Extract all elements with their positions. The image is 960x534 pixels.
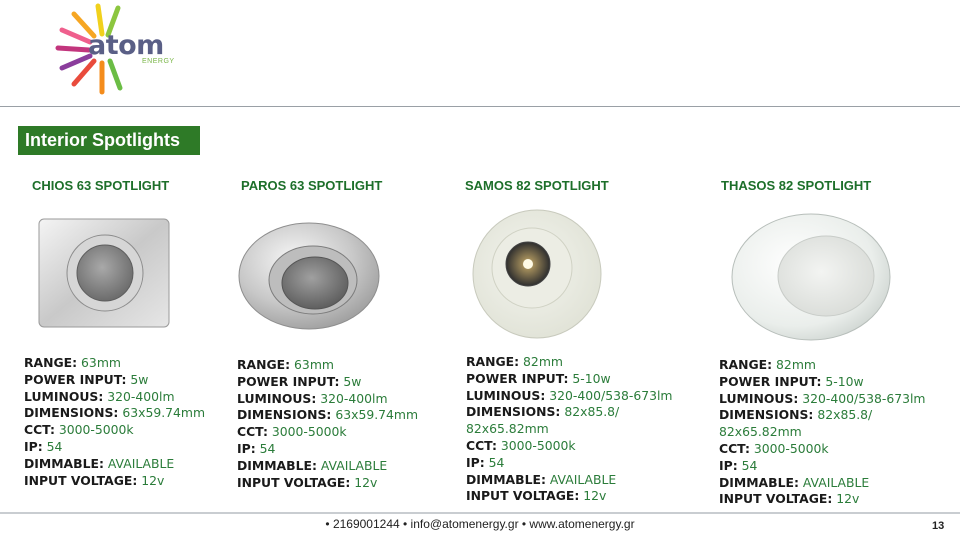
spec-row-power: POWER INPUT: 5w [24, 371, 149, 387]
spec-row-range: RANGE: 82mm [719, 357, 816, 372]
spec-row-voltage: INPUT VOLTAGE: 12v [719, 491, 860, 507]
spec-row-voltage: INPUT VOLTAGE: 12v [237, 474, 378, 490]
section-title: Interior Spotlights [18, 126, 200, 155]
spec-row-ip: IP: 54 [466, 454, 505, 470]
product-title-paros: PAROS 63 SPOTLIGHT [241, 178, 383, 193]
spec-row-dimmable: DIMMABLE: AVAILABLE [466, 471, 617, 487]
spec-row-dimensions: DIMENSIONS: 63x59.74mm [237, 407, 419, 423]
spec-block-chios [24, 355, 205, 489]
product-title-chios: CHIOS 63 SPOTLIGHT [32, 178, 170, 193]
thasos-spotlight-image [730, 212, 892, 342]
spec-row-voltage: INPUT VOLTAGE: 12v [24, 472, 165, 488]
brand-name: atom [88, 30, 164, 61]
spec-block-thasos [719, 357, 926, 508]
spec-row-ip: IP: 54 [24, 438, 63, 454]
samos-spotlight-image [470, 208, 604, 340]
spec-row-luminous: LUMINOUS: 320-400lm [237, 390, 388, 406]
spec-block-paros [237, 357, 418, 491]
paros-spotlight-image [237, 221, 381, 331]
product-title-samos: SAMOS 82 SPOTLIGHT [465, 178, 609, 193]
spec-row-luminous: LUMINOUS: 320-400lm [24, 388, 175, 404]
spec-row-dimmable: DIMMABLE: AVAILABLE [237, 457, 388, 473]
spec-row-luminous: LUMINOUS: 320-400/538-673lm [466, 387, 673, 403]
footer-divider [0, 512, 960, 514]
spec-row-cct: CCT: 3000-5000k [719, 440, 829, 456]
spec-row-range: RANGE: 63mm [24, 355, 121, 370]
footer-contact: • 2169001244 • info@atomenergy.gr • www.atomenergy.gr [325, 517, 635, 531]
spec-block-samos [466, 354, 673, 505]
brand-sub: ENERGY [142, 58, 175, 65]
spec-row-ip: IP: 54 [719, 457, 758, 473]
spec-row-dimensions: DIMENSIONS: 82x85.8/ 82x65.82mm [466, 404, 620, 437]
page-number: 13 [932, 520, 945, 532]
page-header [0, 0, 960, 106]
spec-row-power: POWER INPUT: 5-10w [466, 370, 611, 386]
spec-row-luminous: LUMINOUS: 320-400/538-673lm [719, 390, 926, 406]
spec-row-dimmable: DIMMABLE: AVAILABLE [719, 474, 870, 490]
spec-row-dimmable: DIMMABLE: AVAILABLE [24, 455, 175, 471]
spec-row-power: POWER INPUT: 5w [237, 373, 362, 389]
spec-row-voltage: INPUT VOLTAGE: 12v [466, 488, 607, 504]
chios-spotlight-image [36, 216, 172, 330]
spec-row-ip: IP: 54 [237, 440, 276, 456]
spec-row-cct: CCT: 3000-5000k [24, 422, 134, 438]
spec-row-cct: CCT: 3000-5000k [237, 424, 347, 440]
header-divider [0, 106, 960, 107]
spec-row-range: RANGE: 63mm [237, 357, 334, 372]
spec-row-dimensions: DIMENSIONS: 82x85.8/ 82x65.82mm [719, 407, 873, 440]
spec-row-cct: CCT: 3000-5000k [466, 437, 576, 453]
product-title-thasos: THASOS 82 SPOTLIGHT [721, 178, 872, 193]
spec-row-power: POWER INPUT: 5-10w [719, 373, 864, 389]
spec-row-range: RANGE: 82mm [466, 354, 563, 369]
spec-row-dimensions: DIMENSIONS: 63x59.74mm [24, 405, 206, 421]
